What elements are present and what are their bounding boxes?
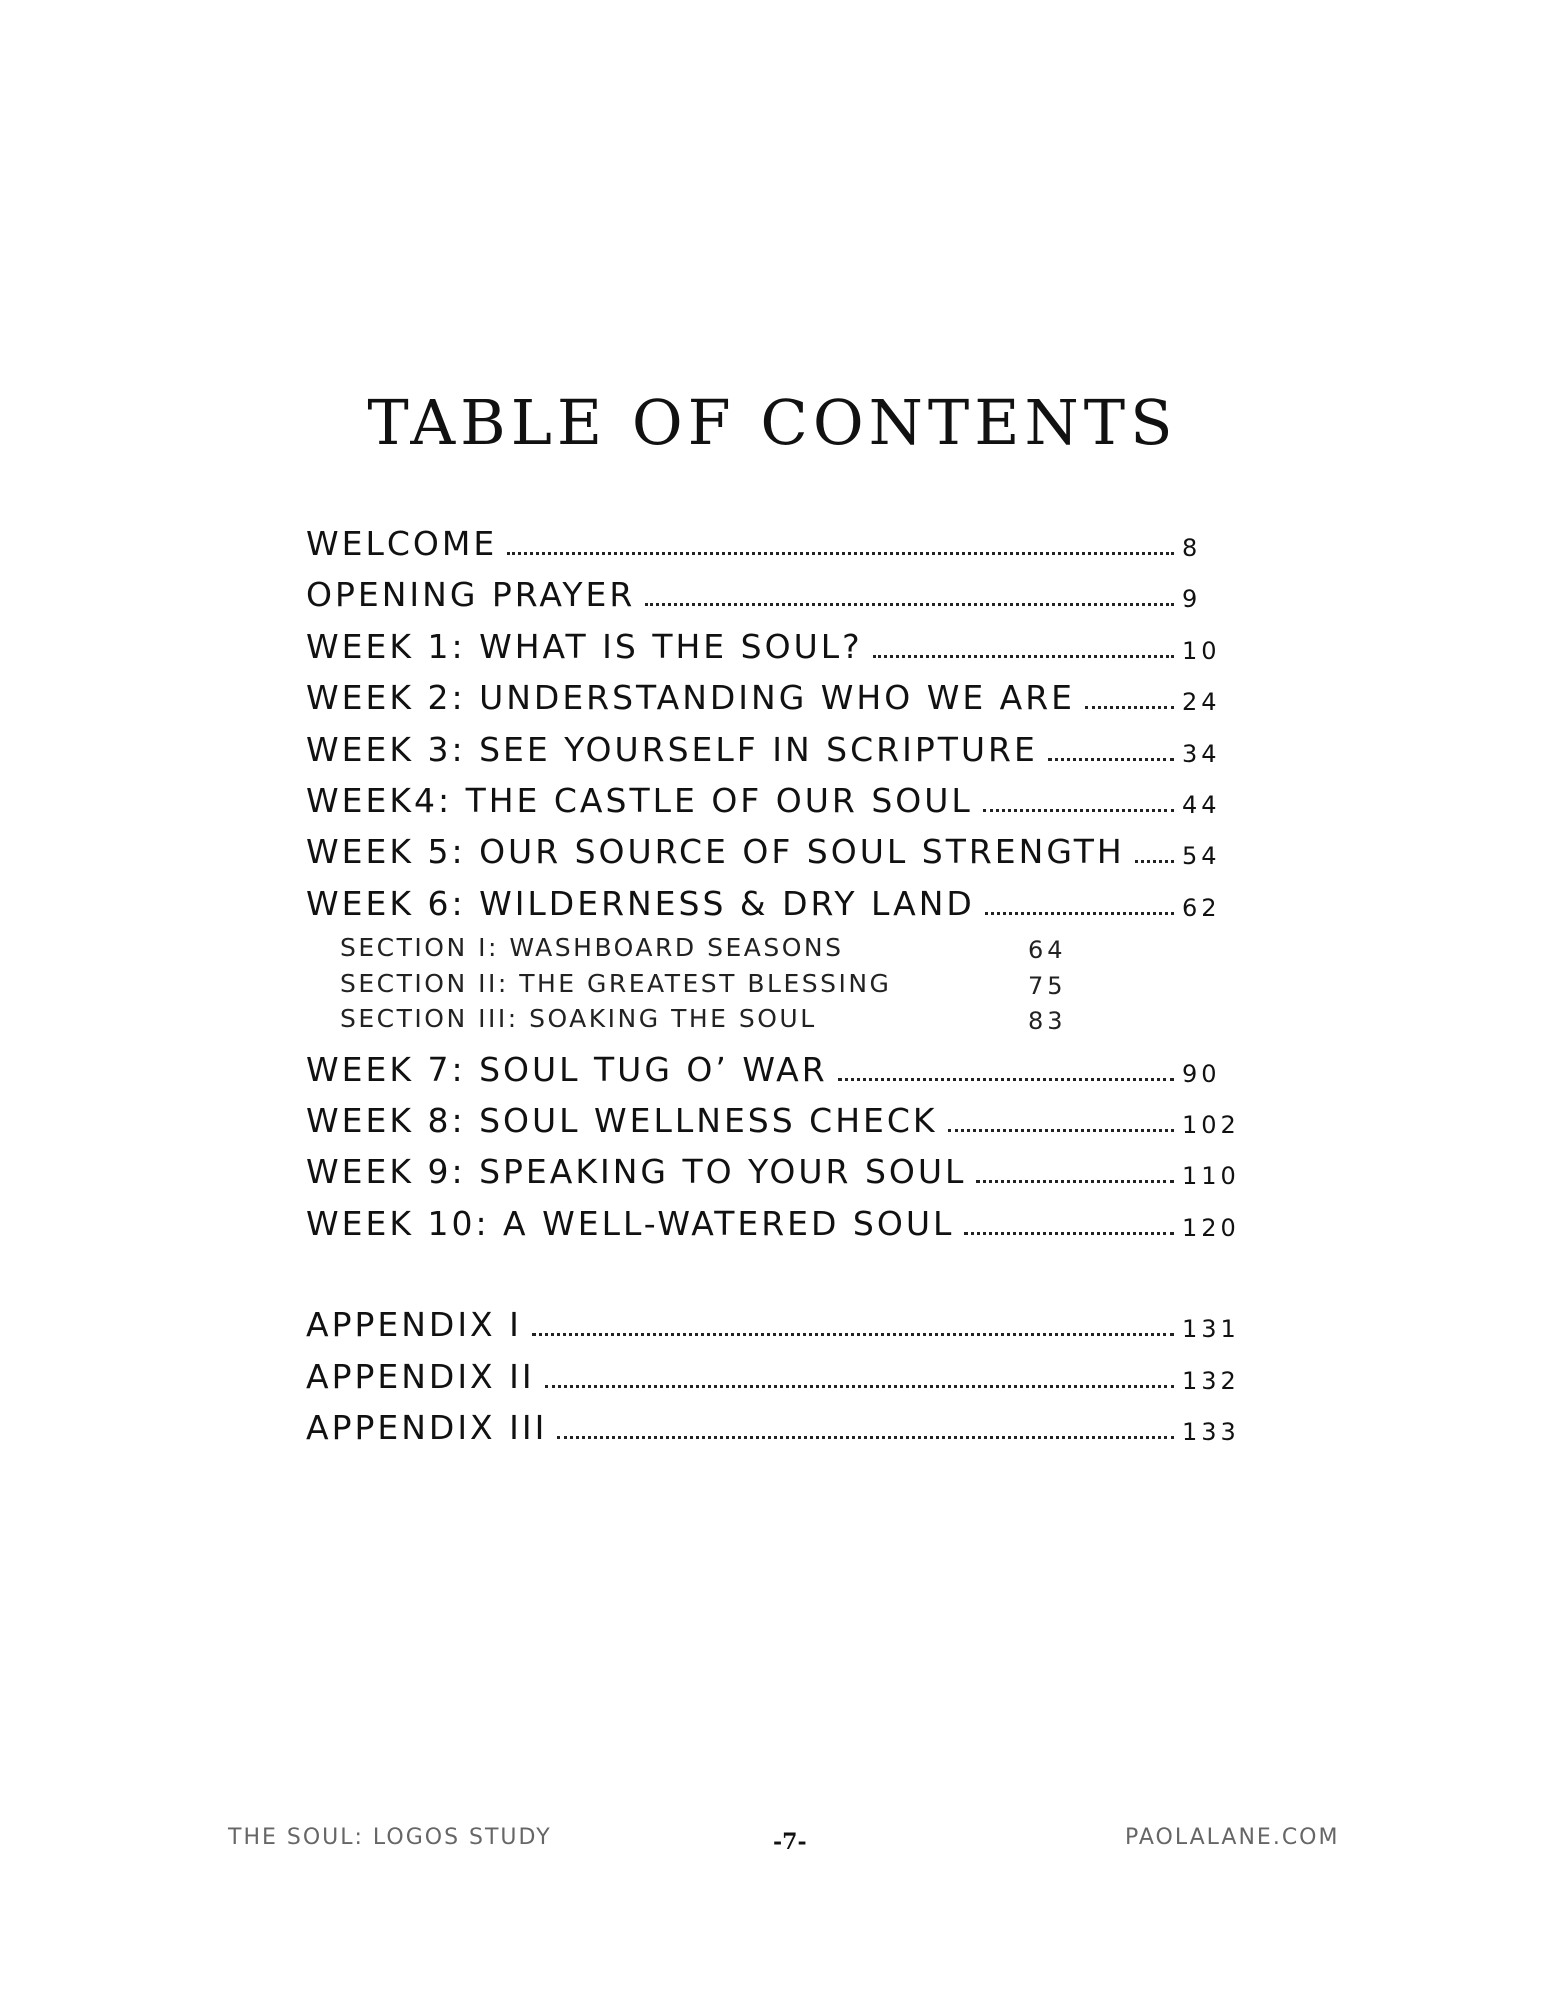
dot-leader: [838, 1078, 1174, 1081]
toc-entry-label: WEEK 3: SEE YOURSELF IN SCRIPTURE: [306, 729, 1038, 769]
footer-website: PAOLALANE.COM: [1125, 1825, 1340, 1850]
dot-leader: [964, 1232, 1174, 1235]
toc-appendix-label: APPENDIX II: [306, 1356, 535, 1396]
table-of-contents: [306, 520, 1254, 1455]
toc-entry-label: WEEK 6: WILDERNESS & DRY LAND: [306, 883, 975, 923]
toc-entry-page: 10: [1182, 636, 1221, 665]
dot-leader: [985, 912, 1174, 915]
toc-subsection-page: 64: [1028, 936, 1067, 965]
toc-entry: [306, 1046, 1254, 1097]
toc-subsection: [340, 969, 1254, 1005]
dot-leader: [1048, 758, 1174, 761]
dot-leader: [532, 1333, 1174, 1336]
toc-entry-label: WEEK 8: SOUL WELLNESS CHECK: [306, 1101, 938, 1141]
toc-entry: [306, 777, 1254, 828]
toc-appendix: [306, 1404, 1254, 1455]
toc-subsection-page: 83: [1028, 1007, 1067, 1036]
dot-leader: [645, 603, 1174, 606]
toc-entry: [306, 828, 1254, 879]
toc-entry: [306, 571, 1254, 622]
footer-page-number: -7-: [773, 1829, 807, 1855]
toc-subsection-page: 75: [1028, 971, 1067, 1000]
toc-subsection: [340, 1004, 1254, 1040]
toc-subsection-label: SECTION I: WASHBOARD SEASONS: [340, 933, 844, 963]
toc-entry-page: 54: [1182, 842, 1221, 871]
toc-entry: [306, 1148, 1254, 1199]
dot-leader: [1085, 706, 1174, 709]
toc-entry-page: 102: [1182, 1111, 1240, 1140]
spacer: [306, 1251, 1254, 1301]
toc-entry-label: WEEK 1: WHAT IS THE SOUL?: [306, 626, 863, 666]
toc-entry: [306, 880, 1254, 931]
toc-subsection-label: SECTION II: THE GREATEST BLESSING: [340, 968, 892, 998]
toc-entry-page: 110: [1182, 1162, 1240, 1191]
toc-entry-page: 62: [1182, 893, 1221, 922]
toc-appendix: [306, 1353, 1254, 1404]
toc-entry-page: 44: [1182, 790, 1221, 819]
toc-entry: [306, 1200, 1254, 1251]
dot-leader: [507, 552, 1174, 555]
toc-entry: [306, 726, 1254, 777]
dot-leader: [976, 1180, 1174, 1183]
dot-leader: [873, 655, 1174, 658]
toc-appendix-page: 132: [1182, 1366, 1240, 1395]
toc-entry-label: WEEK 2: UNDERSTANDING WHO WE ARE: [306, 678, 1076, 718]
page-title: TABLE OF CONTENTS: [367, 386, 1178, 459]
dot-leader: [983, 809, 1174, 812]
toc-entry: [306, 520, 1254, 571]
toc-entry-label: OPENING PRAYER: [306, 575, 636, 615]
dot-leader: [545, 1385, 1174, 1388]
toc-entry-page: 90: [1182, 1059, 1221, 1088]
toc-entry-page: 24: [1182, 688, 1221, 717]
toc-entry-page: 120: [1182, 1213, 1240, 1242]
toc-appendix-label: APPENDIX III: [306, 1407, 548, 1447]
toc-entry-label: WEEK4: THE CASTLE OF OUR SOUL: [306, 780, 973, 820]
toc-entry-page: 9: [1182, 585, 1202, 614]
toc-entry: [306, 1097, 1254, 1148]
toc-entry-page: 34: [1182, 739, 1221, 768]
toc-appendix-label: APPENDIX I: [306, 1305, 522, 1345]
toc-entry: [306, 674, 1254, 725]
toc-subsection: [340, 933, 1254, 969]
dot-leader: [557, 1436, 1174, 1439]
toc-appendix-page: 133: [1182, 1417, 1240, 1446]
toc-entry-page: 8: [1182, 534, 1202, 562]
toc-subsections: [306, 931, 1254, 1046]
dot-leader: [948, 1129, 1174, 1132]
toc-entry-label: WEEK 5: OUR SOURCE OF SOUL STRENGTH: [306, 832, 1125, 872]
toc-entry-label: WEEK 9: SPEAKING TO YOUR SOUL: [306, 1152, 967, 1192]
toc-entry-label: WEEK 7: SOUL TUG O’ WAR: [306, 1049, 828, 1089]
toc-entry-label: WEEK 10: A WELL-WATERED SOUL: [306, 1203, 955, 1243]
toc-appendix: [306, 1301, 1254, 1352]
toc-entry-label: WELCOME: [306, 524, 498, 563]
toc-appendix-page: 131: [1182, 1315, 1240, 1344]
toc-subsection-label: SECTION III: SOAKING THE SOUL: [340, 1004, 817, 1034]
footer-study-title: THE SOUL: LOGOS STUDY: [228, 1825, 552, 1850]
dot-leader: [1135, 860, 1174, 863]
toc-entry: [306, 623, 1254, 674]
